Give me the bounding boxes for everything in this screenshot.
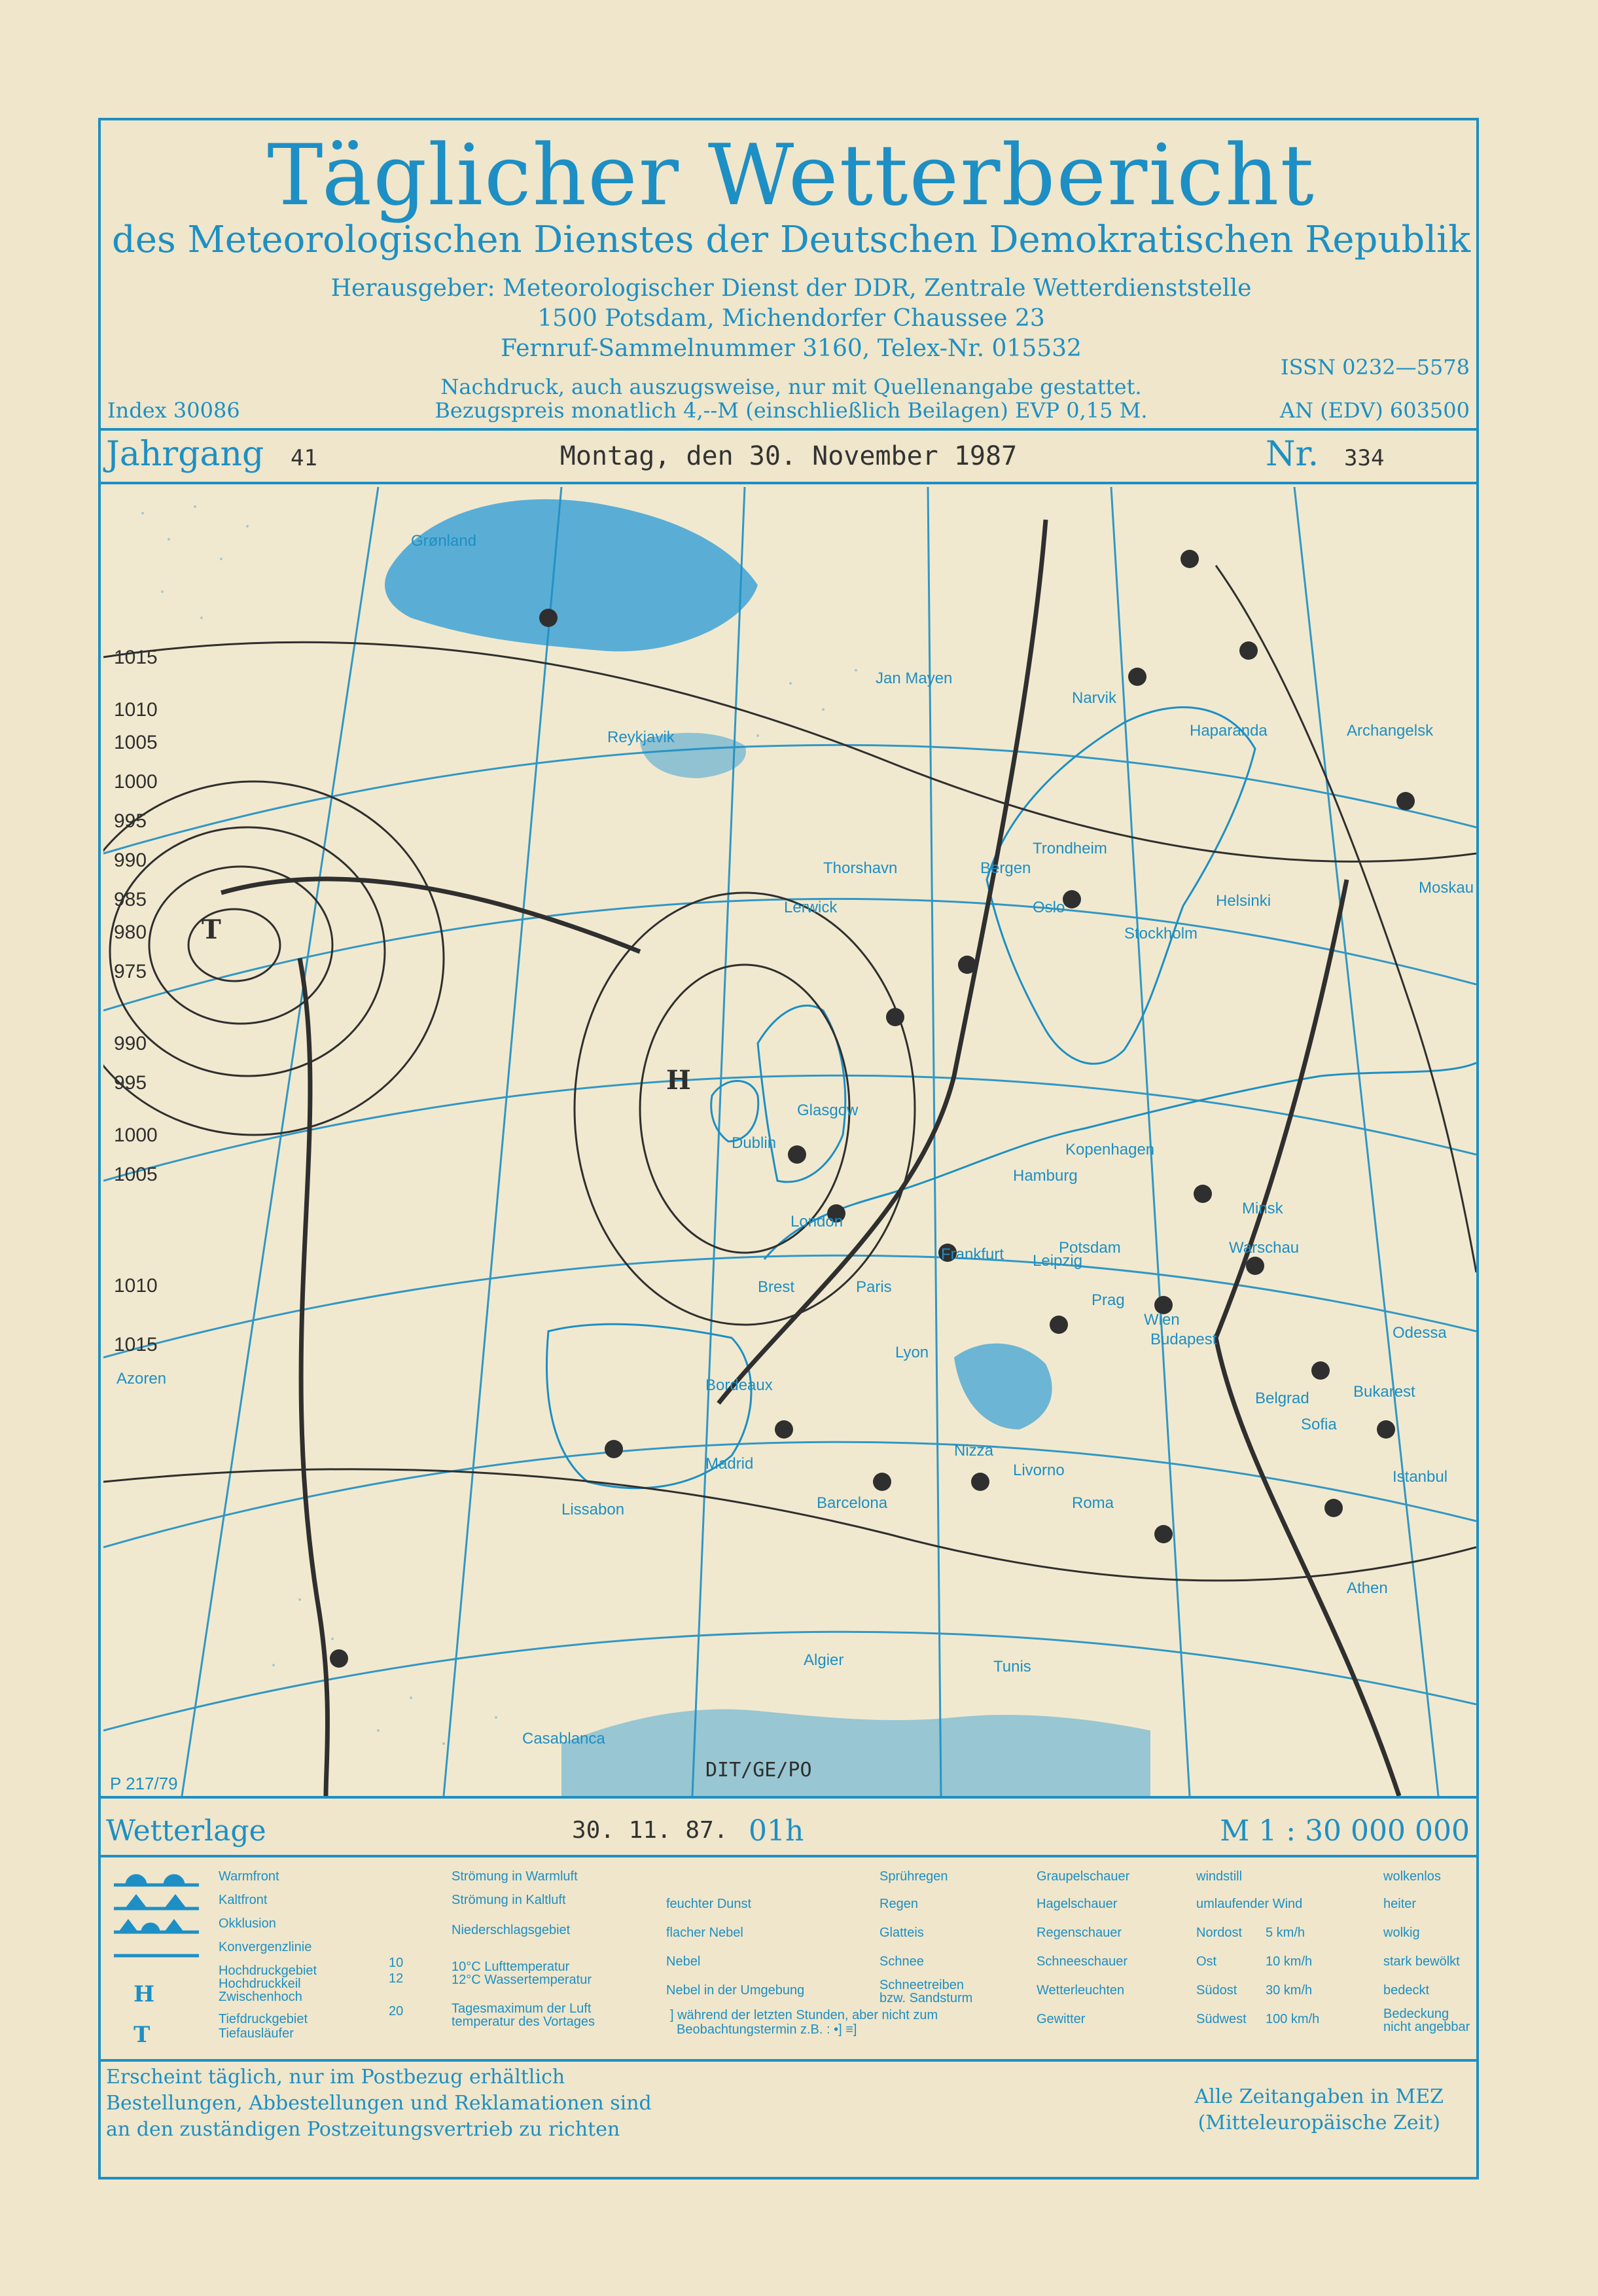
an-number: AN (EDV) 603500 <box>1279 398 1470 423</box>
phone-line: Fernruf-Sammelnummer 3160, Telex-Nr. 015532 <box>501 335 1082 362</box>
city-label: Nizza <box>954 1442 994 1460</box>
legend-cloud-label: Bedeckung <box>1383 2007 1449 2021</box>
issn-number: ISSN 0232—5578 <box>1281 355 1470 380</box>
city-label: Paris <box>856 1278 892 1296</box>
legend <box>101 1861 1476 2055</box>
legend-cloud-label: nicht angebbar <box>1383 2020 1470 2034</box>
isobar-label-left: 1015 <box>114 647 158 668</box>
city-label: Algier <box>804 1651 844 1669</box>
isobar-label-left: 1010 <box>114 1275 158 1297</box>
legend-fog-label: feuchter Dunst <box>666 1897 752 1911</box>
legend-wind-label: Nordost <box>1196 1926 1243 1940</box>
city-label: Bordeaux <box>705 1376 773 1394</box>
legend-cloud-label: stark bewölkt <box>1383 1954 1460 1969</box>
legend-precip-note-2: Beobachtungstermin z.B. : •] ≡] <box>677 2022 857 2037</box>
isobar-label-left: 1005 <box>114 1164 158 1185</box>
footer-line-1: Erscheint täglich, nur im Postbezug erhältlich <box>106 2066 565 2089</box>
isobar-label-left: 995 <box>114 1072 147 1094</box>
footer-left <box>106 2064 652 2143</box>
city-label: Bergen <box>980 859 1031 877</box>
footer-line-3: an den zuständigen Postzeitungsvertrieb zu richten <box>106 2118 620 2141</box>
caption-label: Wetterlage <box>106 1814 266 1848</box>
bulletin-frame <box>98 118 1479 2179</box>
legend-precip-label: bzw. Sandsturm <box>879 1991 973 2005</box>
price-notice: Bezugspreis monatlich 4,--M (einschließlich Beilagen) EVP 0,15 M. <box>435 398 1148 423</box>
legend-front-label: Zwischenhoch <box>219 1990 302 2004</box>
page-title: Täglicher Wetterbericht <box>267 127 1315 224</box>
city-label: Jan Mayen <box>876 670 953 687</box>
africa-icon <box>561 1709 1150 1796</box>
legend-front-label: Tiefdruckgebiet <box>219 2012 308 2026</box>
legend-cloud-label: wolkig <box>1383 1926 1420 1940</box>
legend-front-label: Hochdruckkeil <box>219 1977 301 1991</box>
city-label: Kopenhagen <box>1065 1141 1155 1158</box>
legend-wind-label: Südost <box>1196 1983 1237 1998</box>
city-label: Stockholm <box>1124 925 1198 942</box>
legend-precip-label: Regen <box>879 1897 918 1911</box>
isobar-label-left: 975 <box>114 961 147 982</box>
legend-front-label: Warmfront <box>219 1869 279 1884</box>
caption-date: 30. 11. 87. <box>572 1817 728 1844</box>
city-label: Lyon <box>895 1344 929 1361</box>
legend-precip-label: Sprühregen <box>879 1869 948 1884</box>
issue-date: Montag, den 30. November 1987 <box>559 441 1018 471</box>
city-label: Roma <box>1072 1494 1114 1512</box>
legend-precip-note: ] während der letzten Stunden, aber nicht zum <box>670 2008 938 2022</box>
legend-front-label: Tiefausläufer <box>219 2026 294 2041</box>
low-centre-icon: T <box>202 914 221 945</box>
city-label: London <box>790 1213 843 1230</box>
city-label: Casablanca <box>522 1730 605 1748</box>
jahrgang-label: Jahrgang <box>106 435 264 474</box>
legend-precip-label: Glatteis <box>879 1926 924 1940</box>
city-label: Odessa <box>1393 1324 1447 1342</box>
city-label: Haparanda <box>1190 722 1268 740</box>
high-centre-icon: H <box>666 1065 691 1096</box>
legend-shower-label: Gewitter <box>1037 2012 1086 2026</box>
publisher-line: Herausgeber: Meteorologischer Dienst der DDR, Zentrale Wetterdienststelle <box>330 275 1252 302</box>
city-label: Minsk <box>1242 1200 1283 1217</box>
city-label: Helsinki <box>1216 892 1271 910</box>
address-line: 1500 Potsdam, Michendorfer Chaussee 23 <box>537 305 1045 332</box>
legend-wind-speed: 30 km/h <box>1266 1983 1313 1998</box>
legend-cloud-label: heiter <box>1383 1897 1417 1911</box>
legend-front-label: Okklusion <box>219 1916 276 1931</box>
legend-front-label: Hochdruckgebiet <box>219 1964 317 1978</box>
legend-wind-label: windstill <box>1196 1869 1243 1884</box>
isobar-label-left: 995 <box>114 810 147 832</box>
city-label: Azoren <box>116 1370 167 1388</box>
isobar-label-left: 1015 <box>114 1334 158 1355</box>
reprint-notice: Nachdruck, auch auszugsweise, nur mit Quellenangabe gestattet. <box>440 374 1142 399</box>
isobar-label-left: 990 <box>114 1033 147 1054</box>
city-label: Livorno <box>1013 1462 1065 1479</box>
legend-shower-label: Regenschauer <box>1037 1926 1122 1940</box>
legend-wind-label: Südwest <box>1196 2012 1247 2026</box>
map-bottom-divider <box>101 1796 1476 1799</box>
legend-fog-label: flacher Nebel <box>666 1926 743 1940</box>
city-label: Sofia <box>1301 1416 1337 1433</box>
city-label: Athen <box>1347 1579 1388 1597</box>
isobar-label-left: 985 <box>114 889 147 910</box>
nr-label: Nr. <box>1266 435 1319 474</box>
legend-wind-speed: 10 km/h <box>1266 1954 1313 1969</box>
legend-cloud-label: wolkenlos <box>1383 1869 1441 1884</box>
legend-flow-label: temperatur des Vortages <box>452 2015 595 2029</box>
legend-shower-label: Schneeschauer <box>1037 1954 1127 1969</box>
legend-flow-label: 10°C Lufttemperatur <box>452 1960 570 1974</box>
city-label: Dublin <box>732 1134 777 1152</box>
legend-wind-label: Ost <box>1196 1954 1217 1969</box>
front-symbols <box>107 1871 205 2047</box>
jahrgang-value: 41 <box>291 445 317 471</box>
legend-temp-box: 20 <box>389 2004 404 2018</box>
city-label: Hamburg <box>1013 1167 1078 1185</box>
city-label: Istanbul <box>1393 1468 1448 1486</box>
isobar-label-left: 1010 <box>114 699 158 721</box>
city-label: Thorshavn <box>823 859 898 877</box>
city-label: Belgrad <box>1255 1390 1309 1407</box>
legend-wind-speed: 5 km/h <box>1266 1926 1305 1940</box>
city-label: Prag <box>1092 1291 1125 1309</box>
legend-shower-label: Wetterleuchten <box>1037 1983 1125 1998</box>
city-label: Leipzig <box>1033 1252 1083 1270</box>
header-divider <box>101 428 1476 431</box>
legend-flow-label: Strömung in Kaltluft <box>452 1893 566 1907</box>
index-number: Index 30086 <box>107 398 240 423</box>
legend-flow-label: 12°C Wassertemperatur <box>452 1973 592 1987</box>
legend-precip-label: Schneetreiben <box>879 1978 964 1992</box>
isobar-label-left: 990 <box>114 850 147 871</box>
map-source: DIT/GE/PO <box>705 1759 812 1782</box>
city-label: Madrid <box>705 1455 754 1473</box>
city-label: Warschau <box>1229 1239 1300 1257</box>
legend-flow-label: Tagesmaximum der Luft <box>452 2001 592 2016</box>
city-label: Bukarest <box>1353 1383 1415 1401</box>
legend-front-label: Kaltfront <box>219 1893 268 1907</box>
legend-cloud-label: bedeckt <box>1383 1983 1430 1998</box>
svg-text:H: H <box>133 1981 155 2007</box>
legend-shower-label: Graupelschauer <box>1037 1869 1130 1884</box>
city-label: Glasgow <box>797 1102 859 1119</box>
weather-map <box>103 487 1476 1796</box>
footer-right <box>1195 2084 1444 2136</box>
legend-temp-fraction-top: 10 <box>389 1956 404 1970</box>
map-scale: M 1 : 30 000 000 <box>1220 1814 1470 1848</box>
city-label: Trondheim <box>1033 840 1107 857</box>
city-label: Narvik <box>1072 689 1117 707</box>
legend-fog-label: Nebel in der Umgebung <box>666 1983 805 1998</box>
city-label: Tunis <box>993 1658 1031 1676</box>
city-label: Lerwick <box>784 899 838 916</box>
city-label: Moskau <box>1419 879 1474 897</box>
legend-temp-fraction-bottom: 12 <box>389 1971 404 1986</box>
city-label: Potsdam <box>1059 1239 1121 1257</box>
city-label: Barcelona <box>817 1494 888 1512</box>
footer-line-2: Bestellungen, Abbestellungen und Reklamationen sind <box>106 2092 652 2115</box>
map-code: P 217/79 <box>110 1774 178 1793</box>
city-label: Oslo <box>1033 899 1065 916</box>
city-label: Brest <box>758 1278 795 1296</box>
legend-wind-label: umlaufender Wind <box>1196 1897 1303 1911</box>
city-label: Wien <box>1144 1311 1180 1329</box>
page-subtitle: des Meteorologischen Dienstes der Deutschen Demokratischen Republik <box>111 219 1471 261</box>
footer-time-note-2: (Mitteleuropäische Zeit) <box>1198 2111 1440 2134</box>
legend-shower-label: Hagelschauer <box>1037 1897 1118 1911</box>
city-label: Frankfurt <box>941 1246 1004 1263</box>
legend-flow-label: Strömung in Warmluft <box>452 1869 578 1884</box>
isobar-label-left: 1000 <box>114 1124 158 1146</box>
city-label: Archangelsk <box>1347 722 1434 740</box>
legend-divider <box>101 1855 1476 1857</box>
legend-precip-label: Schnee <box>879 1954 924 1969</box>
caption-time: 01h <box>749 1814 804 1848</box>
footer-divider <box>101 2059 1476 2062</box>
legend-front-label: Konvergenzlinie <box>219 1940 312 1954</box>
legend-wind-speed: 100 km/h <box>1266 2012 1320 2026</box>
svg-text:T: T <box>133 2022 151 2047</box>
legend-flow-label: Niederschlagsgebiet <box>452 1923 571 1937</box>
map-top-divider <box>101 482 1476 484</box>
city-label: Grønland <box>411 532 477 550</box>
city-label: Lissabon <box>561 1501 625 1518</box>
footer-time-note: Alle Zeitangaben in MEZ <box>1194 2085 1444 2108</box>
nr-value: 334 <box>1344 445 1385 471</box>
legend-fog-label: Nebel <box>666 1954 701 1969</box>
isobar-label-left: 1005 <box>114 732 158 753</box>
isobar-label-left: 980 <box>114 922 147 943</box>
city-label: Budapest <box>1150 1331 1217 1348</box>
isobar-label-left: 1000 <box>114 771 158 793</box>
city-label: Reykjavik <box>607 728 675 746</box>
